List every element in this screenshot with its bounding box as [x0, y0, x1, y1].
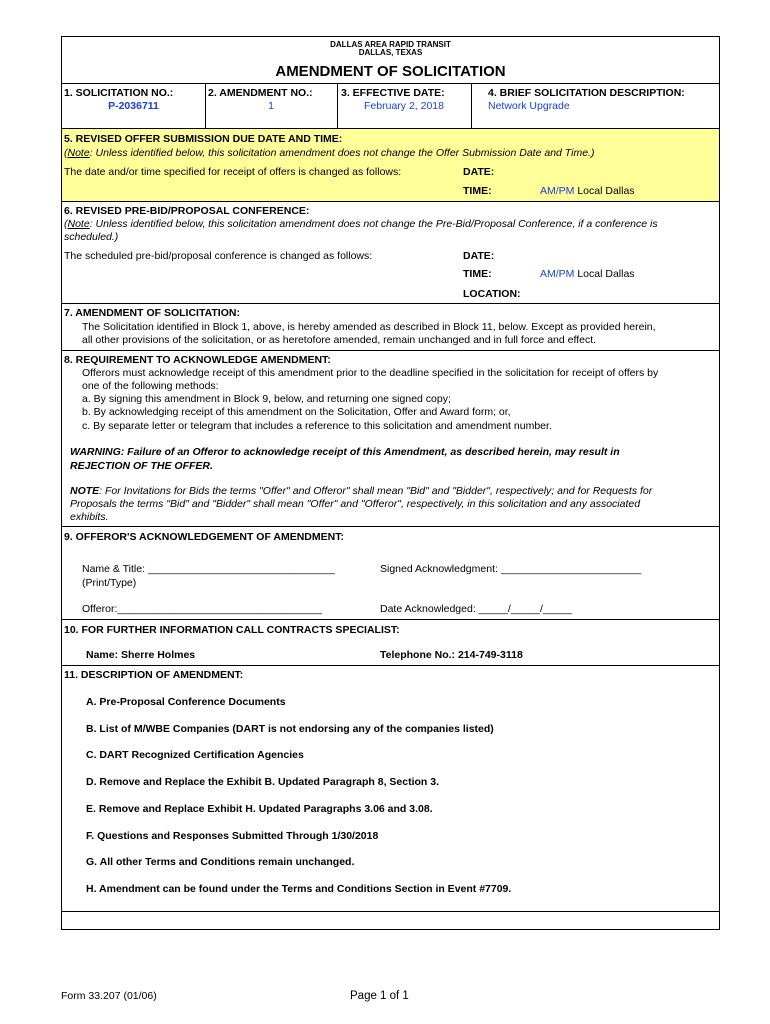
specialist-name: Name: Sherre Holmes: [86, 649, 196, 661]
list-item: H. Amendment can be found under the Terms and Conditions Section in Event #7709.: [86, 883, 512, 895]
block8-method-b: b. By acknowledging receipt of this amendment on the Solicitation, Offer and Award form; or,: [82, 406, 511, 418]
block5-time-label: TIME:: [463, 185, 492, 197]
description-value: Network Upgrade: [488, 100, 570, 112]
block5-note: (Note: Unless identified below, this solicitation amendment does not change the Offer Submission Date and Time.): [64, 147, 595, 159]
print-type-label: (Print/Type): [82, 577, 137, 589]
block7-heading: 7. AMENDMENT OF SOLICITATION:: [64, 307, 240, 319]
org-name: DALLAS AREA RAPID TRANSIT: [330, 40, 451, 49]
block8-note-line1: NOTE: For Invitations for Bids the terms "Offer" and Offeror" shall mean "Bid" and "Bidder", respectively; and for Requests for: [70, 485, 653, 497]
list-item: E. Remove and Replace Exhibit H. Updated Paragraphs 3.06 and 3.08.: [86, 803, 433, 815]
block8-method-c: c. By separate letter or telegram that includes a reference to this solicitation and amendment number.: [82, 420, 552, 432]
block6-location-label: LOCATION:: [463, 288, 521, 300]
block6-heading: 6. REVISED PRE-BID/PROPOSAL CONFERENCE:: [64, 205, 310, 217]
effective-date-value: February 2, 2018: [364, 100, 444, 112]
block8-line2: one of the following methods:: [82, 380, 219, 392]
specialist-phone: Telephone No.: 214-749-3118: [380, 649, 523, 661]
block6-note: (Note: Unless identified below, this solicitation amendment does not change the Pre-Bid/Proposal Conference, if a conference is: [64, 218, 658, 230]
amendment-form: [61, 36, 720, 930]
list-item: F. Questions and Responses Submitted Through 1/30/2018: [86, 830, 379, 842]
form-number: Form 33.207 (01/06): [61, 990, 157, 1002]
list-item: C. DART Recognized Certification Agencies: [86, 749, 304, 761]
block11-heading: 11. DESCRIPTION OF AMENDMENT:: [64, 669, 244, 681]
block8-note-line2: Proposals the terms "Bid" and "Bidder" shall mean "Offer" and "Offeror", respectively, in this solicitation and any associated: [70, 498, 641, 510]
description-label: 4. BRIEF SOLICITATION DESCRIPTION:: [488, 87, 685, 99]
block5-change-text: The date and/or time specified for receipt of offers is changed as follows:: [64, 166, 402, 178]
effective-date-label: 3. EFFECTIVE DATE:: [341, 87, 445, 99]
solicitation-no-label: 1. SOLICITATION NO.:: [64, 87, 174, 99]
block9-heading: 9. OFFEROR'S ACKNOWLEDGEMENT OF AMENDMENT:: [64, 531, 344, 543]
block8-heading: 8. REQUIREMENT TO ACKNOWLEDGE AMENDMENT:: [64, 354, 331, 366]
block8-note-line3: exhibits.: [70, 511, 109, 523]
block8-warning-line2: REJECTION OF THE OFFER.: [70, 460, 213, 472]
date-acknowledged-field[interactable]: Date Acknowledged: _____/_____/_____: [380, 603, 573, 615]
block6-time-value: AM/PM Local Dallas: [540, 268, 635, 280]
block7-line2: all other provisions of the solicitation, or as heretofore amended, remain unchanged and in full force and effect.: [82, 334, 597, 346]
block10-heading: 10. FOR FURTHER INFORMATION CALL CONTRACTS SPECIALIST:: [64, 624, 400, 636]
list-item: A. Pre-Proposal Conference Documents: [86, 696, 286, 708]
list-item: D. Remove and Replace the Exhibit B. Updated Paragraph 8, Section 3.: [86, 776, 440, 788]
block8-line1: Offerors must acknowledge receipt of this amendment prior to the deadline specified in the solicitation for receipt of offers by: [82, 367, 659, 379]
block6-change-text: The scheduled pre-bid/proposal conference is changed as follows:: [64, 250, 373, 262]
block8-warning-line1: WARNING: Failure of an Offeror to acknowledge receipt of this Amendment, as described herein, may result in: [70, 446, 620, 458]
block5-date-label: DATE:: [463, 166, 495, 178]
amendment-no-value: 1: [268, 100, 274, 112]
block6-time-label: TIME:: [463, 268, 492, 280]
block5-heading: 5. REVISED OFFER SUBMISSION DUE DATE AND TIME:: [64, 133, 343, 145]
signed-acknowledgment-field[interactable]: Signed Acknowledgment: ________________________: [380, 563, 641, 575]
block8-method-a: a. By signing this amendment in Block 9, below, and returning one signed copy;: [82, 393, 451, 405]
page-title: AMENDMENT OF SOLICITATION: [275, 63, 506, 80]
org-location: DALLAS, TEXAS: [358, 48, 423, 57]
block6-date-label: DATE:: [463, 250, 495, 262]
list-item: B. List of M/WBE Companies (DART is not endorsing any of the companies listed): [86, 723, 494, 735]
page-number: Page 1 of 1: [350, 990, 409, 1002]
block7-line1: The Solicitation identified in Block 1, above, is hereby amended as described in Block 11, below. Except as provided herein,: [82, 321, 656, 333]
name-title-field[interactable]: Name & Title: ________________________________: [82, 563, 335, 575]
block5-time-value: AM/PM Local Dallas: [540, 185, 635, 197]
amendment-no-label: 2. AMENDMENT NO.:: [208, 87, 313, 99]
offeror-field[interactable]: Offeror:___________________________________: [82, 603, 322, 615]
block6-note-cont: scheduled.): [64, 231, 119, 243]
list-item: G. All other Terms and Conditions remain unchanged.: [86, 856, 355, 868]
solicitation-no-value: P-2036711: [108, 100, 159, 112]
